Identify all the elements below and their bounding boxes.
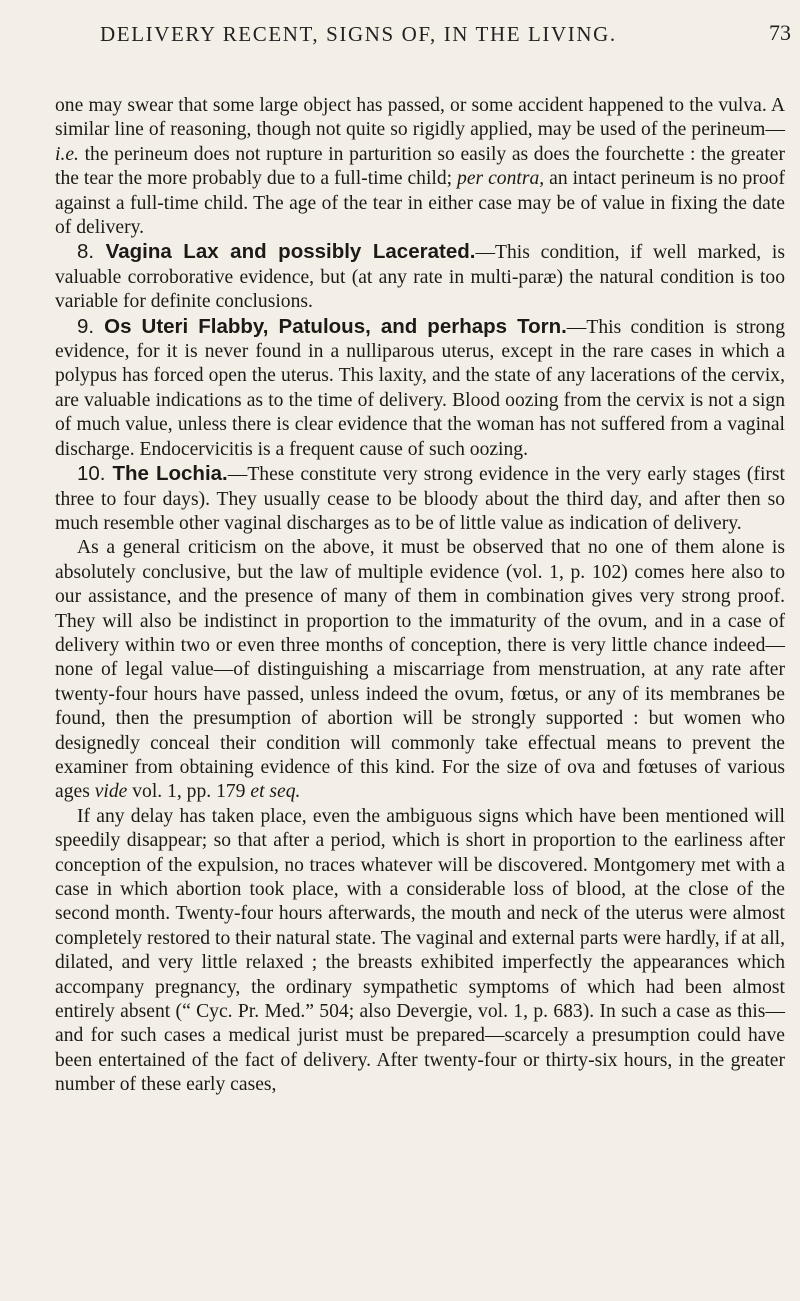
body-text-run: an intact perineum is no proof against a full-time child. The age of the tear in either case may be of value in fixing the date of delivery.: [55, 168, 785, 239]
paragraph-delay-montgomery: [55, 805, 785, 1098]
running-head: [70, 16, 795, 52]
italic-text: vide: [94, 781, 128, 803]
italic-text: et seq.: [250, 781, 301, 803]
paragraph-os-uteri: [55, 315, 785, 462]
italic-text: i.e.: [55, 143, 79, 165]
body-text-run: vol. 1, pp. 179: [127, 781, 251, 803]
paragraph-lochia: [55, 462, 785, 536]
italic-text: per contra,: [457, 168, 545, 190]
running-title: DELIVERY RECENT, SIGNS OF, IN THE LIVING.: [100, 22, 617, 46]
body-text-run: one may swear that some large object has passed, or some accident happened to the vulva. A similar line of reasoning, though not quite so rigidly applied, may be used of the perineum—: [55, 95, 785, 141]
section-heading: Os Uteri Flabby, Patulous, and perhaps Torn.: [104, 314, 567, 338]
paragraph-perineum: [55, 94, 785, 240]
body-text-run: the perineum does not rupture in parturition so easily as does the fourchette : the greater the tear the more probably due to a full-time child;: [55, 143, 785, 190]
body-text: [55, 94, 785, 1098]
page-number: 73: [769, 20, 791, 45]
section-number: 9.: [77, 314, 105, 338]
body-text-run: —This condition is strong evidence, for it is never found in a nulliparous uterus, except in the rare cases in which a polypus has forced open the uterus. This laxity, and the state of any lacerations of the cervix, are valuable indications as to the time of delivery. Blood oozing from the cervix is not a sign of much value, unless there is clear evidence that the woman has not suffered from a vaginal discharge. Endocervicitis is a frequent cause of such oozing.: [55, 316, 785, 460]
paragraph-vagina-lax: [55, 240, 785, 314]
body-text-run: —These constitute very strong evidence in the very early stages (first three to four days). They usually cease to be bloody about the third day, and after then so much resemble other vaginal discharges as to be of little value as indication of delivery.: [55, 464, 785, 534]
section-number: 10.: [77, 462, 113, 486]
body-text-run: As a general criticism on the above, it must be observed that no one of them alone is absolutely conclusive, but the law of multiple evidence (vol. 1, p. 102) comes here also to our assistance, and the presence of many of them in combination gives very strong proof. They will also be indistinct in proportion to the immaturity of the ovum, and in a case of delivery within two or even three months of conception, there is very little chance indeed—none of legal value—of distinguishing a miscarriage from menstruation, at any rate after twenty-four hours have passed, unless indeed the ovum, fœtus, or any of its membranes be found, then the presumption of abortion will be strongly supported : but women who designedly conceal their condition will commonly take effectual means to prevent the examiner from obtaining evidence of this kind. For the size of ova and fœtuses of various ages: [55, 537, 785, 803]
paragraph-general-criticism: [55, 536, 785, 804]
section-number: 8.: [77, 240, 106, 264]
body-text-run: —This condition, if well marked, is valuable corroborative evidence, but (at any rate in multi-paræ) the natural condition is too variable for definite conclusions.: [55, 242, 785, 313]
section-heading: Vagina Lax and possibly Lacerated.: [105, 240, 476, 264]
body-text-run: If any delay has taken place, even the ambiguous signs which have been mentioned will speedily disappear; so that after a period, which is short in proportion to the earliness after conception of the expulsion, no traces whatever will be discovered. Montgomery met with a case in which abortion took place, with a considerable loss of blood, at the close of the second month. Twenty-four hours afterwards, the mouth and neck of the uterus were almost completely restored to their natural state. The vaginal and external parts were hardly, if at all, dilated, and very little relaxed ; the breasts exhibited imperfectly the appearances which accompany pregnancy, the ordinary sympathetic symptoms of which had been almost entirely absent (“ Cyc. Pr. Med.” 504; also Devergie, vol. 1, p. 683). In such a case as this—and for such cases a medical jurist must be prepared—scarcely a presumption could have been entertained of the fact of delivery. After twenty-four or thirty-six hours, in the greater number of these early cases,: [55, 805, 785, 1096]
section-heading: The Lochia.: [112, 462, 228, 486]
